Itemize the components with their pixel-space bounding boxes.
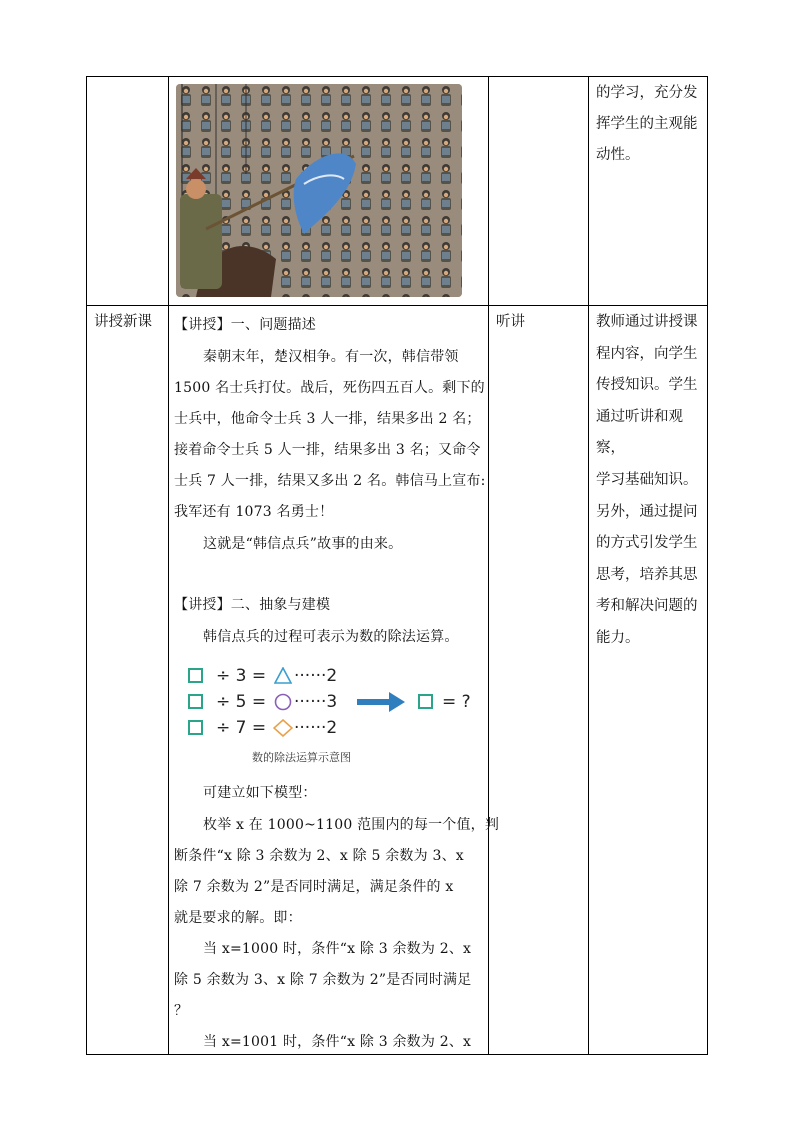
table-row-divider	[86, 305, 708, 306]
intent-line: 的方式引发学生	[596, 535, 698, 552]
division-by-3: ÷ 3 =	[216, 666, 267, 686]
intent-line: 通过听讲和观察，	[596, 408, 683, 457]
model-line: 就是要求的解。即：	[174, 910, 302, 926]
intent-line: 思考，培养其思	[596, 566, 698, 583]
diagram-caption: 数的除法运算示意图	[252, 751, 351, 764]
story-line: 士兵 7 人一排，结果又多出 2 名。韩信马上宣布:	[174, 473, 486, 489]
intent-line: 考和解决问题的	[596, 598, 698, 615]
note-line: 挥学生的主观能	[596, 116, 698, 132]
army-illustration	[176, 84, 462, 297]
division-by-7: ÷ 7 =	[216, 718, 267, 738]
table-bottom-border	[86, 1054, 708, 1055]
section-1-title: 【讲授】一、问题描述	[174, 317, 316, 333]
section-2-intro: 韩信点兵的过程可表示为数的除法运算。	[203, 629, 459, 645]
model-line: 除 7 余数为 2”是否同时满足，满足条件的 x	[174, 879, 454, 895]
answer-unknown: = ?	[442, 692, 471, 712]
model-line: 断条件“x 除 3 余数为 2、x 除 5 余数为 3、x	[174, 848, 464, 864]
design-intent	[596, 307, 706, 655]
story-line: 秦朝末年，楚汉相争。有一次，韩信带领	[203, 349, 459, 365]
unknown-box-icon	[188, 694, 203, 709]
table-col-divider-2	[488, 76, 489, 1055]
case-line: 当 x=1001 时，条件“x 除 3 余数为 2、x	[203, 1034, 472, 1050]
division-by-5: ÷ 5 =	[216, 692, 267, 712]
intent-line: 程内容，向学生	[596, 345, 698, 362]
triangle-icon	[274, 667, 292, 684]
story-line: 1500 名士兵打仗。战后，死伤四五百人。剩下的	[174, 380, 485, 396]
circle-icon	[274, 693, 292, 711]
answer-box-icon	[418, 694, 433, 709]
intent-line: 传授知识。学生	[596, 377, 698, 394]
top-row-notes	[596, 78, 706, 171]
remainder-2: ······2	[294, 666, 338, 686]
table-top-border	[86, 76, 708, 77]
stage-label: 讲授新课	[94, 314, 152, 330]
intent-line: 另外，通过提问	[596, 503, 698, 520]
model-intro: 可建立如下模型：	[203, 785, 317, 801]
model-line: 枚举 x 在 1000~1100 范围内的每一个值，判	[203, 817, 500, 833]
case-line: ？	[174, 1003, 189, 1019]
student-activity: 听讲	[496, 314, 525, 330]
table-left-border	[86, 76, 87, 1055]
story-line: 我军还有 1073 名勇士！	[174, 504, 334, 520]
table-col-divider-1	[168, 76, 169, 1055]
remainder-3: ······3	[294, 692, 338, 712]
intent-line: 学习基础知识。	[596, 471, 698, 488]
unknown-box-icon	[188, 720, 203, 735]
story-line: 接着命令士兵 5 人一排，结果多出 3 名；又命令	[174, 442, 481, 458]
intent-line: 能力。	[596, 629, 640, 646]
table-right-border	[707, 76, 708, 1055]
case-line: 当 x=1000 时，条件“x 除 3 余数为 2、x	[203, 941, 472, 957]
note-line: 的学习，充分发	[596, 85, 698, 101]
remainder-2: ······2	[294, 718, 338, 738]
arrow-right-icon	[357, 692, 407, 712]
story-ending: 这就是“韩信点兵”故事的由来。	[203, 536, 403, 552]
section-2-title: 【讲授】二、抽象与建模	[174, 597, 331, 613]
diamond-icon	[273, 719, 293, 737]
unknown-box-icon	[188, 668, 203, 683]
table-col-divider-3	[588, 76, 589, 1055]
intent-line: 教师通过讲授课	[596, 314, 698, 330]
case-line: 除 5 余数为 3、x 除 7 余数为 2”是否同时满足	[174, 972, 472, 988]
story-line: 士兵中，他命令士兵 3 人一排，结果多出 2 名；	[174, 411, 481, 427]
note-line: 动性。	[596, 147, 640, 163]
